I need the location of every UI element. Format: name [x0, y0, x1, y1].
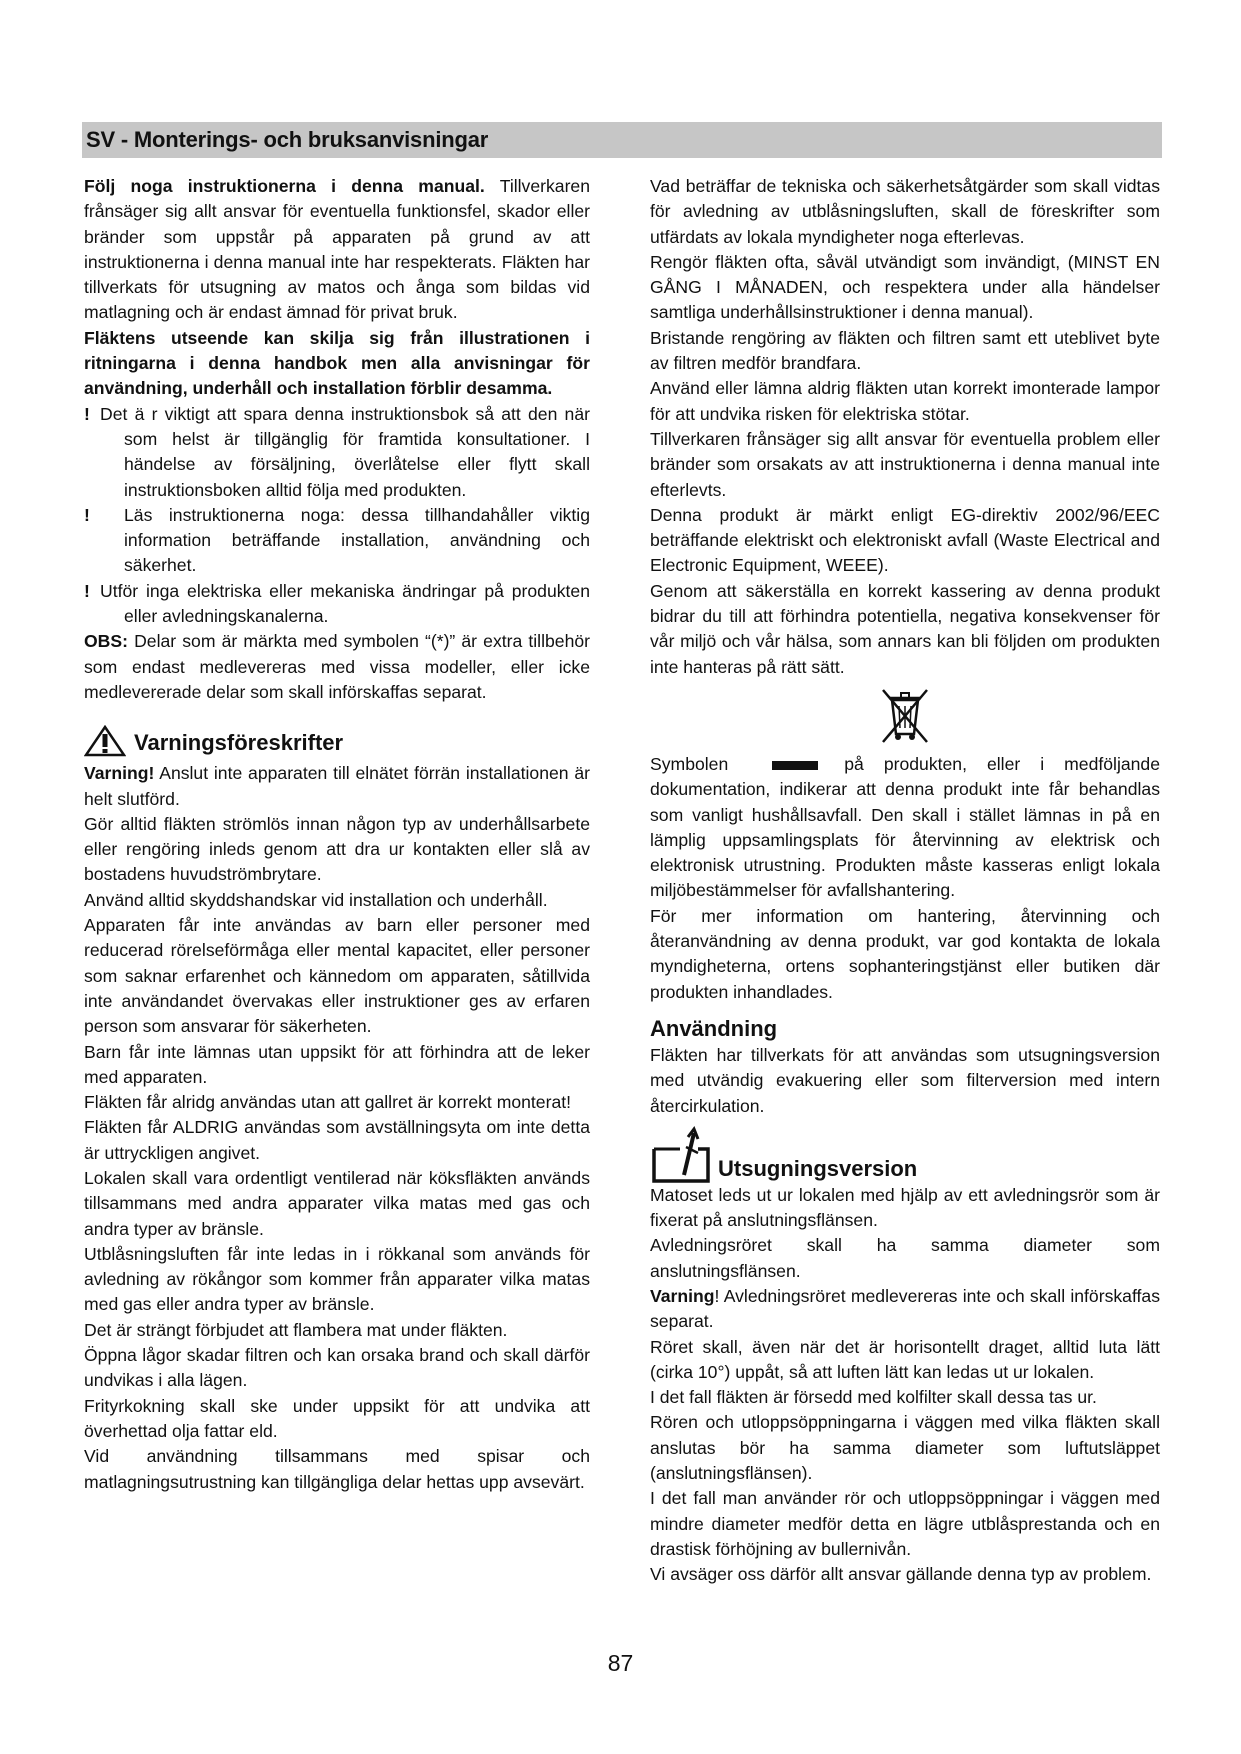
bang-item-3-text: Utför inga elektriska eller mekaniska ändringar på produkten eller avledningskanalerna.	[100, 580, 590, 627]
left-paragraph: Barn får inte lämnas utan uppsikt för att förhindra att de leker med apparaten.	[84, 1041, 590, 1087]
intro-bold-text: Följ noga instruktionerna i denna manual.	[84, 176, 485, 196]
weee-symbol	[650, 686, 1160, 748]
right-paragraph: Använd eller lämna aldrig fläkten utan korrekt imonterade lampor för att undvika risken för elektriska stötar.	[650, 378, 1160, 424]
info-paragraph: För mer information om hantering, återvinning och återanvändning av denna produkt, var god kontakta de lokala myndigheterna, ortens sophanteringstjänst eller butiken där produkten inhandlades.	[650, 905, 1160, 1002]
left-paragraph: Fläkten får ALDRIG användas som avställningsyta om inte detta är uttryckligen angivet.	[84, 1117, 590, 1163]
intro-text: Tillverkaren frånsäger sig allt ansvar för eventuella funktionsfel, skador eller bränder som uppstår på apparaten på grund av att instruktionerna i denna manual inte har respekterats. Fläkten har tillverkats för utsugning av matos och ånga som bildas vid matlagning och är endast ämnad för privat bruk.	[84, 176, 590, 323]
extraction-warning	[650, 1284, 1160, 1335]
bang-item-1-text: Det ä r viktigt att spara denna instruktionsbok så att den när som helst är tillgänglig för framtida konsultationer. I händelse av försäljning, överlåtelse eller flytt skall instruktionsboken alltid följa med produkten.	[100, 403, 590, 500]
extraction-warning-label: Varning	[650, 1285, 715, 1306]
bang-item-1	[84, 402, 590, 503]
extraction-paragraph: Avledningsröret skall ha samma diameter som anslutningsflänsen.	[650, 1235, 1160, 1281]
left-paragraph: Använd alltid skyddshandskar vid installation och underhåll.	[84, 889, 548, 910]
extraction-title: Utsugningsversion	[718, 1155, 918, 1181]
symbol-paragraph	[650, 752, 1160, 904]
symbol-word: Symbolen	[650, 753, 729, 774]
obs-text: Delar som är märkta med symbolen “(*)” är extra tillbehör som endast medlevereras med vissa modeller, eller icke medlevererade delar som skall införskaffas separat.	[84, 631, 590, 702]
warning-label: Varning!	[84, 763, 155, 784]
extraction-hood-icon	[650, 1125, 714, 1183]
left-paragraph: Det är strängt förbjudet att flambera mat under fläkten.	[84, 1319, 508, 1340]
left-paragraph: Utblåsningsluften får inte ledas in i rökkanal som används för avledning av rökångor som kommer från apparater vilka matas med gas eller andra typer av bränsle.	[84, 1243, 590, 1315]
warning-triangle-icon	[84, 725, 126, 757]
intro-paragraph	[84, 174, 590, 326]
right-paragraph: Genom att säkerställa en korrekt kassering av denna produkt bidrar du till att förhindra potentiella, negativa konsekvenser för vår miljö och vår hälsa, som annars kan bli följden om produkten inte hanteras på rätt sätt.	[650, 580, 1160, 677]
bang-item-3	[84, 579, 590, 630]
obs-label: OBS:	[84, 631, 128, 652]
bang-item-2	[84, 503, 590, 579]
left-paragraph: Lokalen skall vara ordentligt ventilerad när köksfläkten används tillsammans med andra apparater vilka matas med gas och andra typer av bränsle.	[84, 1167, 590, 1239]
right-paragraph: Bristande rengöring av fläkten och filtren samt ett uteblivet byte av filtren medför brandfara.	[650, 327, 1160, 374]
bang-item-2-text: Läs instruktionerna noga: dessa tillhandahåller viktig information beträffande installation, användning och säkerhet.	[124, 504, 590, 576]
usage-paragraph: Fläkten har tillverkats för att användas som utsugningsversion med utvändig evakuering eller som filterversion med intern återcirkulation.	[650, 1044, 1160, 1116]
right-paragraph: Denna produkt är märkt enligt EG-direktiv 2002/96/EEC beträffande elektriskt och elektroniskt avfall (Waste Electrical and Electronic Equipment, WEEE).	[650, 504, 1160, 576]
extraction-warning-text: ! Avledningsröret medlevereras inte och skall införskaffas separat.	[650, 1285, 1160, 1332]
exclamation-mark: !	[84, 580, 90, 601]
symbol-text: på produkten, eller i medföljande dokumentation, indikerar att denna produkt inte får behandlas som vanligt hushållsavfall. Den skall i stället lämnas in på en lämplig uppsamlingsplats för återvinning av elektrisk och elektronisk utrustning. Produkten måste kasseras enligt lokala miljöbestämmelser för avfallshantering.	[650, 753, 1160, 901]
extraction-paragraph: I det fall man använder rör och utloppsöppningar i väggen med mindre diameter medför detta en lägre utblåsprestanda och en drastisk förhöjning av bullernivån.	[650, 1488, 1160, 1559]
warning-text: Anslut inte apparaten till elnätet förrän installationen är helt slutförd.	[84, 763, 590, 809]
page-title: SV - Monterings- och bruksanvisningar	[86, 127, 489, 152]
right-paragraph: Rengör fläkten ofta, såväl utvändigt som invändigt, (MINST EN GÅNG I MÅNADEN, och respektera under alla händelser samtliga underhållsinstruktioner i denna manual).	[650, 251, 1160, 323]
extraction-paragraph: Vi avsäger oss därför allt ansvar gällande denna typ av problem.	[650, 1564, 1152, 1585]
extraction-heading	[650, 1125, 1160, 1183]
left-paragraph: Vid användning tillsammans med spisar och matlagningsutrustning kan tillgängliga delar hettas upp avsevärt.	[84, 1446, 590, 1492]
extraction-paragraph: Matoset leds ut ur lokalen med hjälp av ett avledningsrör som är fixerat på anslutningsflänsen.	[650, 1184, 1160, 1231]
left-paragraph: Öppna lågor skadar filtren och kan orsaka brand och skall därför undvikas i alla lägen.	[84, 1345, 590, 1391]
illustration-note: Fläktens utseende kan skilja sig från illustrationen i ritningarna i denna handbok men alla anvisningar för användning, underhåll och installation förblir desamma.	[84, 327, 590, 399]
weee-bar-icon	[772, 761, 818, 770]
left-paragraph: Apparaten får inte användas av barn eller personer med reducerad rörelseförmåga eller mental kapacitet, eller personer som saknar erfarenhet och kännedom om apparaten, såtillvida inte användandet övervakas eller instruktioner ges av erfaren person som ansvarar för säkerheten.	[84, 915, 590, 1037]
left-paragraph: Gör alltid fläkten strömlös innan någon typ av underhållsarbete eller rengöring inleds genom att dra ur kontakten eller slå av bostadens huvudströmbrytare.	[84, 813, 590, 885]
crossed-bin-icon	[877, 686, 933, 744]
warnings-heading	[84, 725, 590, 757]
left-paragraph: Frityrkokning skall ske under uppsikt för att undvika att överhettad olja fattar eld.	[84, 1395, 590, 1441]
right-paragraph: Tillverkaren frånsäger sig allt ansvar för eventuella problem eller bränder som orsakats av att instruktionerna i denna manual inte efterlevts.	[650, 428, 1160, 500]
extraction-paragraph: I det fall fläkten är försedd med kolfilter skall dessa tas ur.	[650, 1387, 1097, 1408]
usage-title: Användning	[650, 1015, 778, 1041]
right-column	[650, 174, 1160, 1588]
left-paragraph: Fläkten får alridg användas utan att gallret är korrekt monterat!	[84, 1092, 572, 1113]
extraction-paragraph: Rören och utloppsöppningarna i väggen med vilka fläkten skall anslutas bör ha samma diameter som luftutsläppet (anslutningsflänsen).	[650, 1412, 1160, 1484]
page-number: 87	[607, 1650, 634, 1676]
exclamation-mark: !	[84, 403, 90, 424]
right-paragraph: Vad beträffar de tekniska och säkerhetsåtgärder som skall vidtas för avledning av utblåsningsluften, skall de föreskrifter som utfärdats av lokala myndigheter noga efterlevas.	[650, 176, 1160, 247]
left-column	[84, 174, 590, 1495]
obs-paragraph	[84, 629, 590, 705]
exclamation-mark: !	[84, 504, 90, 525]
warnings-title: Varningsföreskrifter	[134, 730, 344, 756]
warning-paragraph	[84, 761, 590, 812]
section-header-bar	[82, 122, 1162, 158]
extraction-paragraph: Röret skall, även när det är horisontellt draget, alltid luta lätt (cirka 10°) uppåt, så att luften lätt kan ledas ut ur lokalen.	[650, 1336, 1160, 1382]
